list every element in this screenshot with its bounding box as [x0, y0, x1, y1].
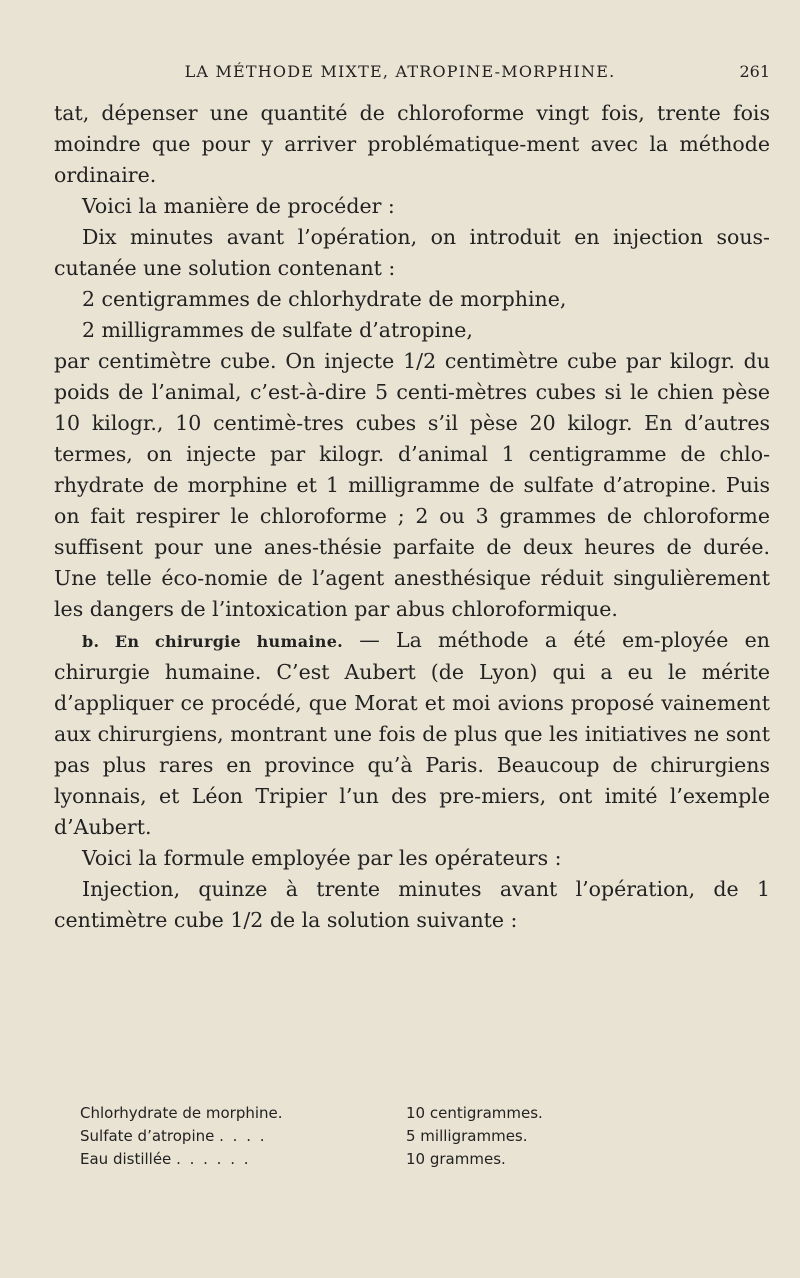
formula-table: [80, 1102, 770, 1171]
body-text: [54, 98, 770, 936]
paragraph-formula-intro: Voici la formule employée par les opérateurs :: [82, 846, 562, 870]
list-item-atropine: 2 milligrammes de sulfate d’atropine,: [82, 318, 473, 342]
formula-ingredient: Sulfate d’atropine . . . .: [80, 1127, 267, 1145]
paragraph-injection: Dix minutes avant l’opération, on introduit en injection sous-cutanée une solution contenant :: [54, 225, 770, 280]
paragraph-human-surgery: [54, 625, 770, 843]
formula-row: [80, 1102, 770, 1125]
formula-amount: 10 grammes.: [406, 1150, 506, 1168]
formula-row: [80, 1148, 770, 1171]
paragraph-continuation: tat, dépenser une quantité de chloroforme vingt fois, trente fois moindre que pour y arriver problématique-ment avec la méthode ordinaire.: [54, 101, 770, 187]
formula-amount: 5 milligrammes.: [406, 1127, 528, 1145]
formula-amount: 10 centigrammes.: [406, 1104, 543, 1122]
section-heading: b. En chirurgie humaine.: [82, 632, 344, 651]
running-head: LA MÉTHODE MIXTE, ATROPINE-MORPHINE.: [184, 62, 616, 81]
paragraph-procedure-intro: Voici la manière de procéder :: [82, 194, 395, 218]
paragraph-injection-timing: Injection, quinze à trente minutes avant l’opération, de 1 centimètre cube 1/2 de la solution suivante :: [54, 877, 770, 932]
list-item-morphine: 2 centigrammes de chlorhydrate de morphine,: [82, 287, 567, 311]
formula-ingredient: Eau distillée . . . . . .: [80, 1150, 251, 1168]
formula-row: [80, 1125, 770, 1148]
page-header: [0, 62, 800, 86]
formula-ingredient: Chlorhydrate de morphine.: [80, 1104, 283, 1122]
section-body: — La méthode a été em-ployée en chirurgie humaine. C’est Aubert (de Lyon) qui a eu le mérite d’appliquer ce procédé, que Morat et moi avions proposé vainement aux chirurgiens, montrant une fois de plus que les initiatives ne sont pas plus rares en province qu’à Paris. Beaucoup de chirurgiens lyonnais, et Léon Tripier l’un des pre-miers, ont imité l’exemple d’Aubert.: [54, 628, 770, 839]
paragraph-dosage: par centimètre cube. On injecte 1/2 centimètre cube par kilogr. du poids de l’animal, c’est-à-dire 5 centi-mètres cubes si le chien pèse 10 kilogr., 10 centimè-tres cubes s’il pèse 20 kilogr. En d’autres termes, on injecte par kilogr. d’animal 1 centigramme de chlo-rhydrate de morphine et 1 milligramme de sulfate d’atropine. Puis on fait respirer le chloroforme ; 2 ou 3 grammes de chloroforme suffisent pour une anes-thésie parfaite de deux heures de durée. Une telle éco-nomie de l’agent anesthésique réduit singulièrement les dangers de l’intoxication par abus chloroformique.: [54, 349, 770, 621]
page-number: 261: [739, 62, 770, 81]
